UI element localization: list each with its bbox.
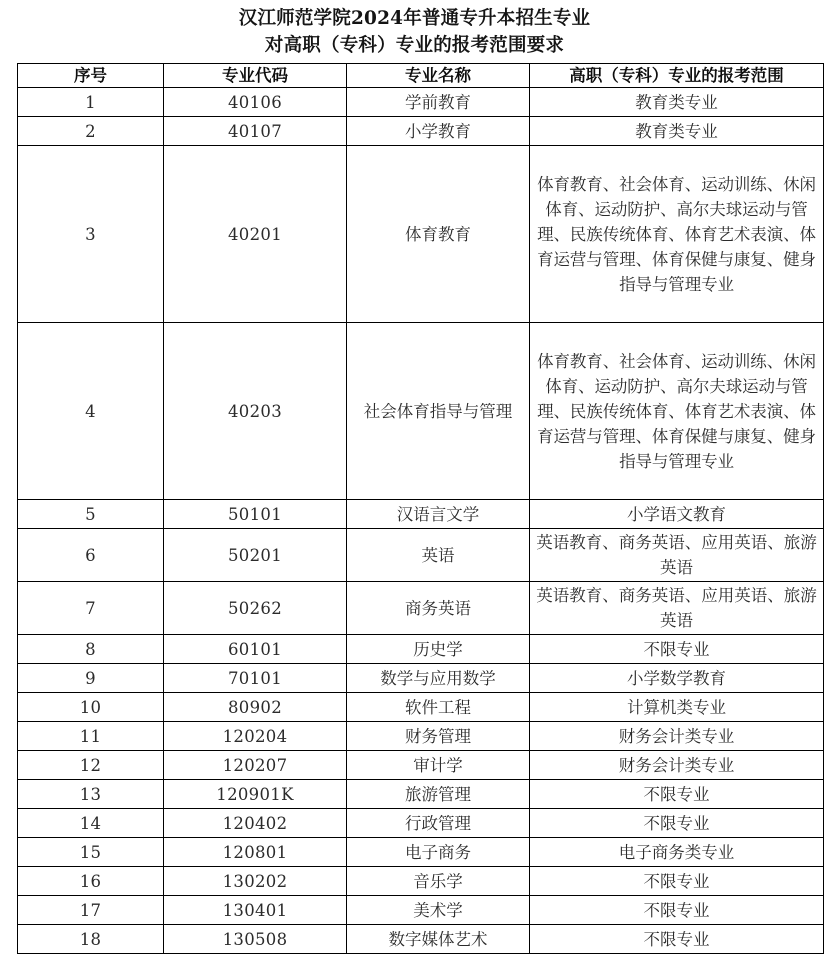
cell-index: 12 [18, 751, 164, 780]
cell-name: 英语 [347, 529, 530, 582]
column-header-index: 序号 [18, 64, 164, 88]
table-container [0, 63, 829, 954]
cell-scope: 电子商务类专业 [530, 838, 824, 867]
cell-name: 体育教育 [347, 146, 530, 323]
table-row [18, 635, 824, 664]
cell-index: 1 [18, 88, 164, 117]
cell-scope: 不限专业 [530, 809, 824, 838]
cell-name: 审计学 [347, 751, 530, 780]
cell-index: 16 [18, 867, 164, 896]
table-row [18, 88, 824, 117]
cell-index: 6 [18, 529, 164, 582]
page-title-line-2: 对高职（专科）专业的报考范围要求 [264, 35, 565, 56]
cell-scope: 不限专业 [530, 925, 824, 954]
table-row [18, 500, 824, 529]
cell-scope: 计算机类专业 [530, 693, 824, 722]
cell-index: 14 [18, 809, 164, 838]
admissions-major-table [17, 63, 824, 954]
cell-index: 7 [18, 582, 164, 635]
table-row [18, 693, 824, 722]
cell-name: 数学与应用数学 [347, 664, 530, 693]
cell-index: 15 [18, 838, 164, 867]
cell-code: 40203 [164, 323, 347, 500]
cell-code: 40106 [164, 88, 347, 117]
cell-scope: 财务会计类专业 [530, 751, 824, 780]
table-row [18, 780, 824, 809]
cell-name: 小学教育 [347, 117, 530, 146]
table-body [18, 88, 824, 954]
cell-index: 5 [18, 500, 164, 529]
cell-name: 汉语言文学 [347, 500, 530, 529]
cell-name: 电子商务 [347, 838, 530, 867]
cell-scope: 教育类专业 [530, 88, 824, 117]
table-row [18, 582, 824, 635]
table-row [18, 751, 824, 780]
column-header-scope: 高职（专科）专业的报考范围 [530, 64, 824, 88]
cell-index: 4 [18, 323, 164, 500]
cell-name: 社会体育指导与管理 [347, 323, 530, 500]
cell-scope: 体育教育、社会体育、运动训练、休闲体育、运动防护、高尔夫球运动与管理、民族传统体育、体育艺术表演、体育运营与管理、体育保健与康复、健身指导与管理专业 [530, 323, 824, 500]
cell-scope: 小学数学教育 [530, 664, 824, 693]
cell-code: 120204 [164, 722, 347, 751]
cell-index: 17 [18, 896, 164, 925]
cell-code: 80902 [164, 693, 347, 722]
cell-index: 3 [18, 146, 164, 323]
table-row [18, 146, 824, 323]
table-row [18, 529, 824, 582]
cell-name: 行政管理 [347, 809, 530, 838]
table-row [18, 117, 824, 146]
cell-code: 130401 [164, 896, 347, 925]
cell-name: 旅游管理 [347, 780, 530, 809]
cell-index: 9 [18, 664, 164, 693]
cell-name: 音乐学 [347, 867, 530, 896]
cell-scope: 不限专业 [530, 780, 824, 809]
cell-code: 50101 [164, 500, 347, 529]
cell-code: 50201 [164, 529, 347, 582]
page-title [0, 0, 829, 63]
table-row [18, 896, 824, 925]
cell-code: 40201 [164, 146, 347, 323]
cell-index: 2 [18, 117, 164, 146]
table-row [18, 867, 824, 896]
cell-scope: 不限专业 [530, 867, 824, 896]
table-row [18, 722, 824, 751]
cell-index: 11 [18, 722, 164, 751]
cell-code: 50262 [164, 582, 347, 635]
cell-code: 120207 [164, 751, 347, 780]
cell-code: 130508 [164, 925, 347, 954]
cell-name: 商务英语 [347, 582, 530, 635]
cell-code: 130202 [164, 867, 347, 896]
column-header-code: 专业代码 [164, 64, 347, 88]
cell-code: 120801 [164, 838, 347, 867]
cell-scope: 教育类专业 [530, 117, 824, 146]
cell-name: 美术学 [347, 896, 530, 925]
cell-index: 18 [18, 925, 164, 954]
cell-scope: 英语教育、商务英语、应用英语、旅游英语 [530, 529, 824, 582]
table-row [18, 838, 824, 867]
table-row [18, 323, 824, 500]
cell-name: 财务管理 [347, 722, 530, 751]
table-row [18, 925, 824, 954]
cell-code: 120402 [164, 809, 347, 838]
cell-code: 70101 [164, 664, 347, 693]
cell-scope: 不限专业 [530, 896, 824, 925]
table-header-row [18, 64, 824, 88]
cell-code: 60101 [164, 635, 347, 664]
cell-name: 软件工程 [347, 693, 530, 722]
cell-name: 数字媒体艺术 [347, 925, 530, 954]
cell-scope: 小学语文教育 [530, 500, 824, 529]
cell-name: 学前教育 [347, 88, 530, 117]
cell-scope: 不限专业 [530, 635, 824, 664]
cell-scope: 财务会计类专业 [530, 722, 824, 751]
table-row [18, 664, 824, 693]
cell-code: 120901K [164, 780, 347, 809]
page-title-line-1: 汉江师范学院2024年普通专升本招生专业 [238, 8, 591, 29]
cell-code: 40107 [164, 117, 347, 146]
table-row [18, 809, 824, 838]
cell-index: 8 [18, 635, 164, 664]
table-header [18, 64, 824, 88]
cell-scope: 体育教育、社会体育、运动训练、休闲体育、运动防护、高尔夫球运动与管理、民族传统体育、体育艺术表演、体育运营与管理、体育保健与康复、健身指导与管理专业 [530, 146, 824, 323]
cell-index: 10 [18, 693, 164, 722]
cell-scope: 英语教育、商务英语、应用英语、旅游英语 [530, 582, 824, 635]
cell-name: 历史学 [347, 635, 530, 664]
cell-index: 13 [18, 780, 164, 809]
column-header-name: 专业名称 [347, 64, 530, 88]
